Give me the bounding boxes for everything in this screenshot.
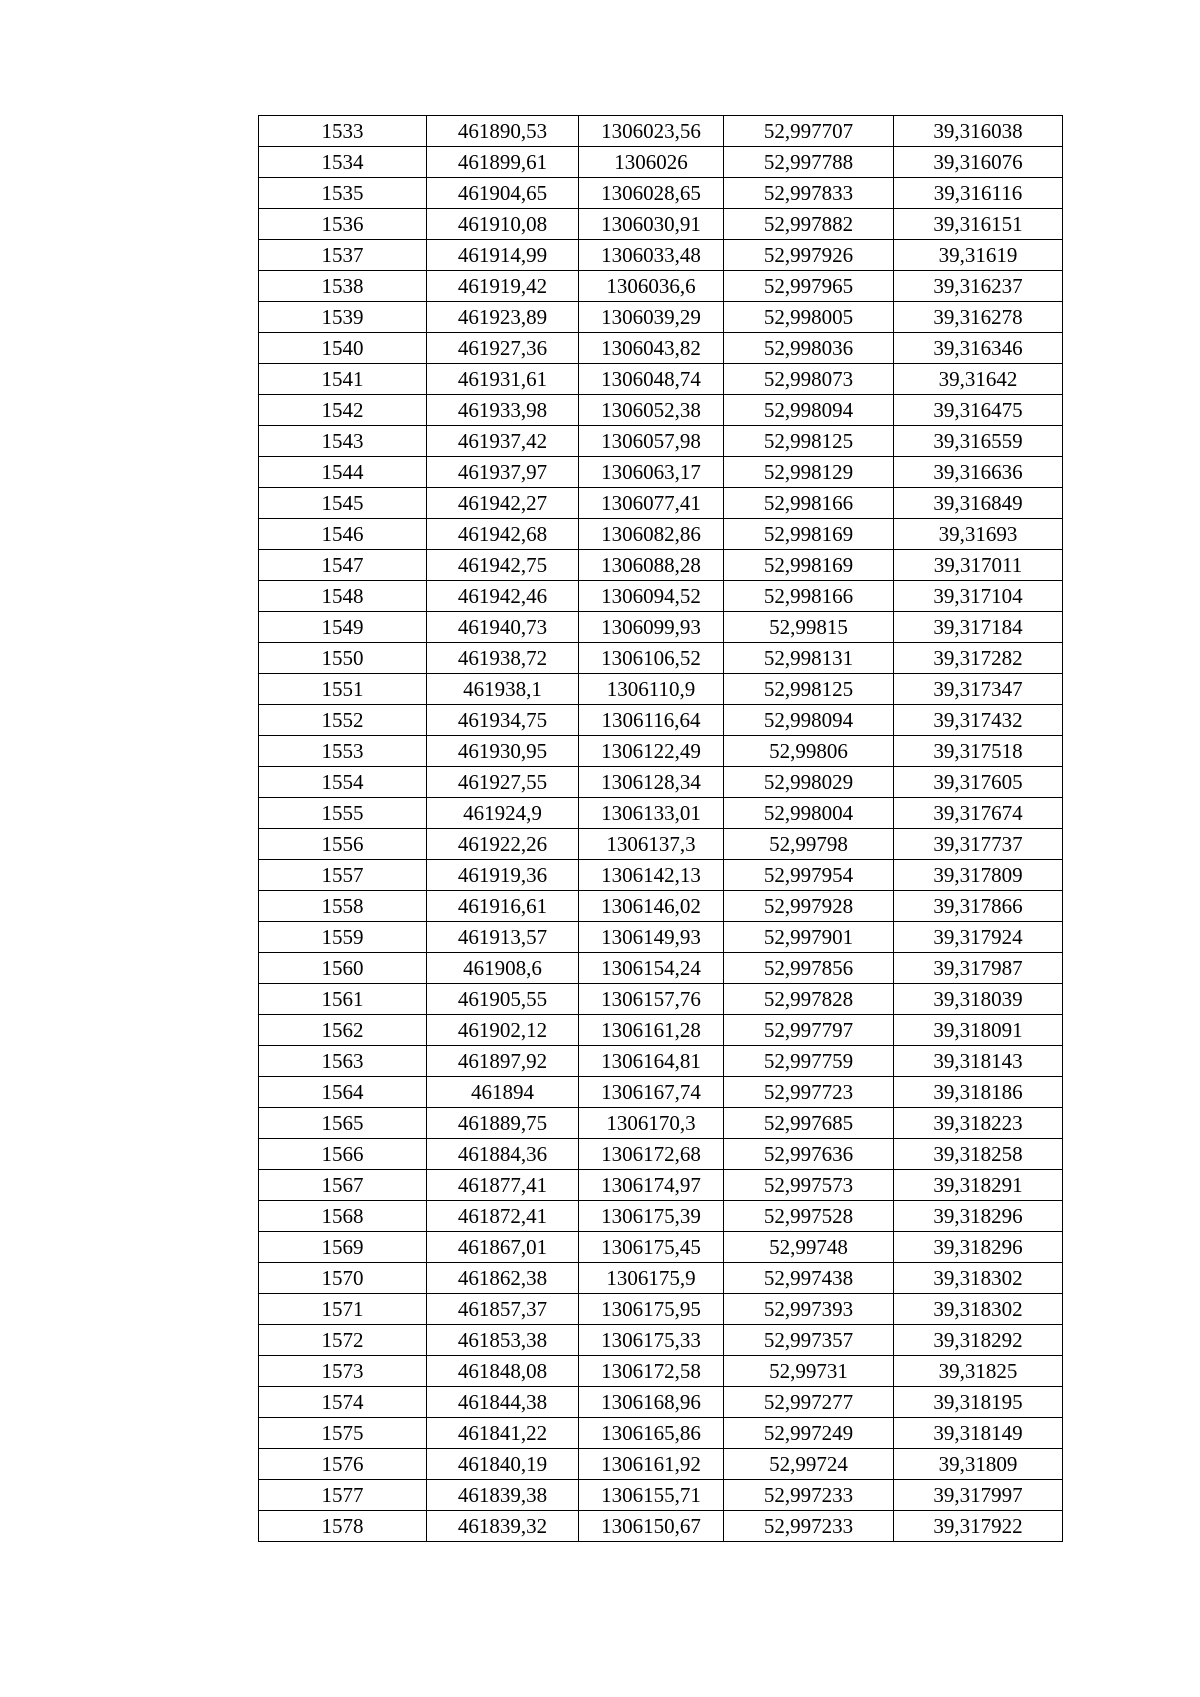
longitude-cell: 39,318292 xyxy=(894,1325,1063,1356)
table-row xyxy=(259,829,1063,860)
point-number-cell: 1546 xyxy=(259,519,427,550)
y-coordinate-cell: 1306157,76 xyxy=(579,984,724,1015)
point-number-cell: 1549 xyxy=(259,612,427,643)
longitude-cell: 39,317997 xyxy=(894,1480,1063,1511)
longitude-cell: 39,318223 xyxy=(894,1108,1063,1139)
y-coordinate-cell: 1306077,41 xyxy=(579,488,724,519)
y-coordinate-cell: 1306039,29 xyxy=(579,302,724,333)
x-coordinate-cell: 461933,98 xyxy=(427,395,579,426)
y-coordinate-cell: 1306088,28 xyxy=(579,550,724,581)
longitude-cell: 39,318296 xyxy=(894,1201,1063,1232)
y-coordinate-cell: 1306142,13 xyxy=(579,860,724,891)
longitude-cell: 39,317104 xyxy=(894,581,1063,612)
y-coordinate-cell: 1306048,74 xyxy=(579,364,724,395)
coordinates-table-container xyxy=(258,115,1062,1542)
table-row xyxy=(259,984,1063,1015)
longitude-cell: 39,316076 xyxy=(894,147,1063,178)
table-row xyxy=(259,581,1063,612)
table-row xyxy=(259,1170,1063,1201)
longitude-cell: 39,317605 xyxy=(894,767,1063,798)
y-coordinate-cell: 1306165,86 xyxy=(579,1418,724,1449)
latitude-cell: 52,998125 xyxy=(724,426,894,457)
point-number-cell: 1571 xyxy=(259,1294,427,1325)
point-number-cell: 1573 xyxy=(259,1356,427,1387)
table-row xyxy=(259,395,1063,426)
point-number-cell: 1570 xyxy=(259,1263,427,1294)
latitude-cell: 52,998004 xyxy=(724,798,894,829)
x-coordinate-cell: 461872,41 xyxy=(427,1201,579,1232)
longitude-cell: 39,317737 xyxy=(894,829,1063,860)
table-row xyxy=(259,271,1063,302)
longitude-cell: 39,31642 xyxy=(894,364,1063,395)
point-number-cell: 1552 xyxy=(259,705,427,736)
longitude-cell: 39,317282 xyxy=(894,643,1063,674)
y-coordinate-cell: 1306149,93 xyxy=(579,922,724,953)
longitude-cell: 39,318296 xyxy=(894,1232,1063,1263)
longitude-cell: 39,318186 xyxy=(894,1077,1063,1108)
point-number-cell: 1534 xyxy=(259,147,427,178)
table-row xyxy=(259,643,1063,674)
point-number-cell: 1558 xyxy=(259,891,427,922)
latitude-cell: 52,99815 xyxy=(724,612,894,643)
point-number-cell: 1564 xyxy=(259,1077,427,1108)
longitude-cell: 39,316038 xyxy=(894,116,1063,147)
point-number-cell: 1538 xyxy=(259,271,427,302)
latitude-cell: 52,997723 xyxy=(724,1077,894,1108)
latitude-cell: 52,997928 xyxy=(724,891,894,922)
x-coordinate-cell: 461927,36 xyxy=(427,333,579,364)
latitude-cell: 52,997882 xyxy=(724,209,894,240)
latitude-cell: 52,99798 xyxy=(724,829,894,860)
latitude-cell: 52,997357 xyxy=(724,1325,894,1356)
y-coordinate-cell: 1306164,81 xyxy=(579,1046,724,1077)
latitude-cell: 52,998036 xyxy=(724,333,894,364)
x-coordinate-cell: 461908,6 xyxy=(427,953,579,984)
point-number-cell: 1550 xyxy=(259,643,427,674)
table-body xyxy=(259,116,1063,1542)
table-row xyxy=(259,1294,1063,1325)
y-coordinate-cell: 1306175,95 xyxy=(579,1294,724,1325)
longitude-cell: 39,318149 xyxy=(894,1418,1063,1449)
x-coordinate-cell: 461899,61 xyxy=(427,147,579,178)
latitude-cell: 52,997707 xyxy=(724,116,894,147)
point-number-cell: 1547 xyxy=(259,550,427,581)
latitude-cell: 52,998073 xyxy=(724,364,894,395)
table-row xyxy=(259,1480,1063,1511)
table-row xyxy=(259,1418,1063,1449)
table-row xyxy=(259,209,1063,240)
x-coordinate-cell: 461916,61 xyxy=(427,891,579,922)
longitude-cell: 39,317809 xyxy=(894,860,1063,891)
y-coordinate-cell: 1306161,92 xyxy=(579,1449,724,1480)
longitude-cell: 39,316475 xyxy=(894,395,1063,426)
point-number-cell: 1562 xyxy=(259,1015,427,1046)
point-number-cell: 1560 xyxy=(259,953,427,984)
x-coordinate-cell: 461897,92 xyxy=(427,1046,579,1077)
point-number-cell: 1535 xyxy=(259,178,427,209)
longitude-cell: 39,317184 xyxy=(894,612,1063,643)
x-coordinate-cell: 461930,95 xyxy=(427,736,579,767)
table-row xyxy=(259,705,1063,736)
x-coordinate-cell: 461889,75 xyxy=(427,1108,579,1139)
y-coordinate-cell: 1306174,97 xyxy=(579,1170,724,1201)
y-coordinate-cell: 1306036,6 xyxy=(579,271,724,302)
latitude-cell: 52,998029 xyxy=(724,767,894,798)
y-coordinate-cell: 1306155,71 xyxy=(579,1480,724,1511)
longitude-cell: 39,317922 xyxy=(894,1511,1063,1542)
point-number-cell: 1572 xyxy=(259,1325,427,1356)
y-coordinate-cell: 1306033,48 xyxy=(579,240,724,271)
latitude-cell: 52,998005 xyxy=(724,302,894,333)
table-row xyxy=(259,767,1063,798)
longitude-cell: 39,318195 xyxy=(894,1387,1063,1418)
y-coordinate-cell: 1306043,82 xyxy=(579,333,724,364)
y-coordinate-cell: 1306172,58 xyxy=(579,1356,724,1387)
table-row xyxy=(259,1015,1063,1046)
y-coordinate-cell: 1306030,91 xyxy=(579,209,724,240)
x-coordinate-cell: 461931,61 xyxy=(427,364,579,395)
longitude-cell: 39,317866 xyxy=(894,891,1063,922)
y-coordinate-cell: 1306110,9 xyxy=(579,674,724,705)
latitude-cell: 52,997685 xyxy=(724,1108,894,1139)
longitude-cell: 39,317347 xyxy=(894,674,1063,705)
longitude-cell: 39,318302 xyxy=(894,1294,1063,1325)
table-row xyxy=(259,302,1063,333)
latitude-cell: 52,997277 xyxy=(724,1387,894,1418)
table-row xyxy=(259,333,1063,364)
table-row xyxy=(259,1139,1063,1170)
x-coordinate-cell: 461910,08 xyxy=(427,209,579,240)
x-coordinate-cell: 461862,38 xyxy=(427,1263,579,1294)
point-number-cell: 1569 xyxy=(259,1232,427,1263)
y-coordinate-cell: 1306175,39 xyxy=(579,1201,724,1232)
point-number-cell: 1551 xyxy=(259,674,427,705)
point-number-cell: 1563 xyxy=(259,1046,427,1077)
latitude-cell: 52,997438 xyxy=(724,1263,894,1294)
longitude-cell: 39,316636 xyxy=(894,457,1063,488)
y-coordinate-cell: 1306175,33 xyxy=(579,1325,724,1356)
point-number-cell: 1540 xyxy=(259,333,427,364)
table-row xyxy=(259,891,1063,922)
y-coordinate-cell: 1306172,68 xyxy=(579,1139,724,1170)
longitude-cell: 39,318039 xyxy=(894,984,1063,1015)
point-number-cell: 1577 xyxy=(259,1480,427,1511)
table-row xyxy=(259,674,1063,705)
longitude-cell: 39,317674 xyxy=(894,798,1063,829)
latitude-cell: 52,99731 xyxy=(724,1356,894,1387)
latitude-cell: 52,997965 xyxy=(724,271,894,302)
table-row xyxy=(259,1449,1063,1480)
latitude-cell: 52,997393 xyxy=(724,1294,894,1325)
latitude-cell: 52,997233 xyxy=(724,1511,894,1542)
table-row xyxy=(259,612,1063,643)
latitude-cell: 52,997833 xyxy=(724,178,894,209)
x-coordinate-cell: 461904,65 xyxy=(427,178,579,209)
latitude-cell: 52,997788 xyxy=(724,147,894,178)
latitude-cell: 52,998125 xyxy=(724,674,894,705)
longitude-cell: 39,318091 xyxy=(894,1015,1063,1046)
table-row xyxy=(259,1046,1063,1077)
x-coordinate-cell: 461934,75 xyxy=(427,705,579,736)
latitude-cell: 52,998129 xyxy=(724,457,894,488)
y-coordinate-cell: 1306122,49 xyxy=(579,736,724,767)
longitude-cell: 39,316278 xyxy=(894,302,1063,333)
x-coordinate-cell: 461938,1 xyxy=(427,674,579,705)
x-coordinate-cell: 461913,57 xyxy=(427,922,579,953)
y-coordinate-cell: 1306175,9 xyxy=(579,1263,724,1294)
latitude-cell: 52,997954 xyxy=(724,860,894,891)
longitude-cell: 39,31825 xyxy=(894,1356,1063,1387)
latitude-cell: 52,99748 xyxy=(724,1232,894,1263)
latitude-cell: 52,99806 xyxy=(724,736,894,767)
y-coordinate-cell: 1306137,3 xyxy=(579,829,724,860)
latitude-cell: 52,998169 xyxy=(724,519,894,550)
x-coordinate-cell: 461922,26 xyxy=(427,829,579,860)
point-number-cell: 1539 xyxy=(259,302,427,333)
table-row xyxy=(259,1263,1063,1294)
point-number-cell: 1574 xyxy=(259,1387,427,1418)
latitude-cell: 52,997926 xyxy=(724,240,894,271)
y-coordinate-cell: 1306167,74 xyxy=(579,1077,724,1108)
x-coordinate-cell: 461919,42 xyxy=(427,271,579,302)
table-row xyxy=(259,922,1063,953)
x-coordinate-cell: 461894 xyxy=(427,1077,579,1108)
point-number-cell: 1537 xyxy=(259,240,427,271)
longitude-cell: 39,316346 xyxy=(894,333,1063,364)
latitude-cell: 52,997828 xyxy=(724,984,894,1015)
x-coordinate-cell: 461844,38 xyxy=(427,1387,579,1418)
y-coordinate-cell: 1306146,02 xyxy=(579,891,724,922)
table-row xyxy=(259,240,1063,271)
longitude-cell: 39,318302 xyxy=(894,1263,1063,1294)
y-coordinate-cell: 1306150,67 xyxy=(579,1511,724,1542)
latitude-cell: 52,997901 xyxy=(724,922,894,953)
latitude-cell: 52,997636 xyxy=(724,1139,894,1170)
x-coordinate-cell: 461839,38 xyxy=(427,1480,579,1511)
table-row xyxy=(259,1108,1063,1139)
y-coordinate-cell: 1306026 xyxy=(579,147,724,178)
latitude-cell: 52,998169 xyxy=(724,550,894,581)
longitude-cell: 39,318258 xyxy=(894,1139,1063,1170)
y-coordinate-cell: 1306052,38 xyxy=(579,395,724,426)
latitude-cell: 52,997856 xyxy=(724,953,894,984)
point-number-cell: 1568 xyxy=(259,1201,427,1232)
longitude-cell: 39,31693 xyxy=(894,519,1063,550)
table-row xyxy=(259,1387,1063,1418)
x-coordinate-cell: 461937,97 xyxy=(427,457,579,488)
x-coordinate-cell: 461942,75 xyxy=(427,550,579,581)
x-coordinate-cell: 461839,32 xyxy=(427,1511,579,1542)
y-coordinate-cell: 1306175,45 xyxy=(579,1232,724,1263)
longitude-cell: 39,317987 xyxy=(894,953,1063,984)
y-coordinate-cell: 1306168,96 xyxy=(579,1387,724,1418)
x-coordinate-cell: 461942,46 xyxy=(427,581,579,612)
x-coordinate-cell: 461857,37 xyxy=(427,1294,579,1325)
latitude-cell: 52,998094 xyxy=(724,395,894,426)
x-coordinate-cell: 461890,53 xyxy=(427,116,579,147)
table-row xyxy=(259,519,1063,550)
longitude-cell: 39,316849 xyxy=(894,488,1063,519)
y-coordinate-cell: 1306094,52 xyxy=(579,581,724,612)
table-row xyxy=(259,178,1063,209)
point-number-cell: 1565 xyxy=(259,1108,427,1139)
latitude-cell: 52,997233 xyxy=(724,1480,894,1511)
longitude-cell: 39,316237 xyxy=(894,271,1063,302)
point-number-cell: 1536 xyxy=(259,209,427,240)
longitude-cell: 39,317432 xyxy=(894,705,1063,736)
table-row xyxy=(259,1077,1063,1108)
point-number-cell: 1543 xyxy=(259,426,427,457)
longitude-cell: 39,316559 xyxy=(894,426,1063,457)
y-coordinate-cell: 1306082,86 xyxy=(579,519,724,550)
x-coordinate-cell: 461884,36 xyxy=(427,1139,579,1170)
point-number-cell: 1542 xyxy=(259,395,427,426)
x-coordinate-cell: 461942,27 xyxy=(427,488,579,519)
x-coordinate-cell: 461914,99 xyxy=(427,240,579,271)
point-number-cell: 1533 xyxy=(259,116,427,147)
table-row xyxy=(259,116,1063,147)
longitude-cell: 39,31619 xyxy=(894,240,1063,271)
table-row xyxy=(259,1232,1063,1263)
point-number-cell: 1561 xyxy=(259,984,427,1015)
y-coordinate-cell: 1306170,3 xyxy=(579,1108,724,1139)
x-coordinate-cell: 461937,42 xyxy=(427,426,579,457)
latitude-cell: 52,998166 xyxy=(724,581,894,612)
x-coordinate-cell: 461902,12 xyxy=(427,1015,579,1046)
x-coordinate-cell: 461923,89 xyxy=(427,302,579,333)
latitude-cell: 52,99724 xyxy=(724,1449,894,1480)
x-coordinate-cell: 461840,19 xyxy=(427,1449,579,1480)
longitude-cell: 39,316151 xyxy=(894,209,1063,240)
point-number-cell: 1545 xyxy=(259,488,427,519)
x-coordinate-cell: 461853,38 xyxy=(427,1325,579,1356)
point-number-cell: 1554 xyxy=(259,767,427,798)
longitude-cell: 39,318143 xyxy=(894,1046,1063,1077)
coordinates-table xyxy=(258,115,1063,1542)
y-coordinate-cell: 1306128,34 xyxy=(579,767,724,798)
longitude-cell: 39,317011 xyxy=(894,550,1063,581)
x-coordinate-cell: 461940,73 xyxy=(427,612,579,643)
y-coordinate-cell: 1306116,64 xyxy=(579,705,724,736)
table-row xyxy=(259,860,1063,891)
latitude-cell: 52,997249 xyxy=(724,1418,894,1449)
table-row xyxy=(259,1511,1063,1542)
latitude-cell: 52,997528 xyxy=(724,1201,894,1232)
table-row xyxy=(259,798,1063,829)
latitude-cell: 52,998094 xyxy=(724,705,894,736)
y-coordinate-cell: 1306028,65 xyxy=(579,178,724,209)
point-number-cell: 1576 xyxy=(259,1449,427,1480)
x-coordinate-cell: 461905,55 xyxy=(427,984,579,1015)
point-number-cell: 1575 xyxy=(259,1418,427,1449)
point-number-cell: 1556 xyxy=(259,829,427,860)
longitude-cell: 39,317518 xyxy=(894,736,1063,767)
point-number-cell: 1548 xyxy=(259,581,427,612)
x-coordinate-cell: 461919,36 xyxy=(427,860,579,891)
table-row xyxy=(259,457,1063,488)
latitude-cell: 52,998131 xyxy=(724,643,894,674)
x-coordinate-cell: 461942,68 xyxy=(427,519,579,550)
table-row xyxy=(259,426,1063,457)
x-coordinate-cell: 461841,22 xyxy=(427,1418,579,1449)
x-coordinate-cell: 461877,41 xyxy=(427,1170,579,1201)
point-number-cell: 1557 xyxy=(259,860,427,891)
x-coordinate-cell: 461938,72 xyxy=(427,643,579,674)
table-row xyxy=(259,550,1063,581)
point-number-cell: 1555 xyxy=(259,798,427,829)
table-row xyxy=(259,488,1063,519)
y-coordinate-cell: 1306133,01 xyxy=(579,798,724,829)
table-row xyxy=(259,953,1063,984)
y-coordinate-cell: 1306023,56 xyxy=(579,116,724,147)
table-row xyxy=(259,147,1063,178)
point-number-cell: 1578 xyxy=(259,1511,427,1542)
y-coordinate-cell: 1306161,28 xyxy=(579,1015,724,1046)
x-coordinate-cell: 461924,9 xyxy=(427,798,579,829)
longitude-cell: 39,318291 xyxy=(894,1170,1063,1201)
longitude-cell: 39,31809 xyxy=(894,1449,1063,1480)
table-row xyxy=(259,364,1063,395)
x-coordinate-cell: 461867,01 xyxy=(427,1232,579,1263)
latitude-cell: 52,997797 xyxy=(724,1015,894,1046)
x-coordinate-cell: 461848,08 xyxy=(427,1356,579,1387)
table-row xyxy=(259,1356,1063,1387)
y-coordinate-cell: 1306057,98 xyxy=(579,426,724,457)
y-coordinate-cell: 1306106,52 xyxy=(579,643,724,674)
point-number-cell: 1541 xyxy=(259,364,427,395)
point-number-cell: 1567 xyxy=(259,1170,427,1201)
y-coordinate-cell: 1306154,24 xyxy=(579,953,724,984)
y-coordinate-cell: 1306063,17 xyxy=(579,457,724,488)
point-number-cell: 1544 xyxy=(259,457,427,488)
latitude-cell: 52,998166 xyxy=(724,488,894,519)
point-number-cell: 1553 xyxy=(259,736,427,767)
longitude-cell: 39,317924 xyxy=(894,922,1063,953)
table-row xyxy=(259,736,1063,767)
latitude-cell: 52,997759 xyxy=(724,1046,894,1077)
point-number-cell: 1559 xyxy=(259,922,427,953)
table-row xyxy=(259,1325,1063,1356)
point-number-cell: 1566 xyxy=(259,1139,427,1170)
table-row xyxy=(259,1201,1063,1232)
x-coordinate-cell: 461927,55 xyxy=(427,767,579,798)
longitude-cell: 39,316116 xyxy=(894,178,1063,209)
latitude-cell: 52,997573 xyxy=(724,1170,894,1201)
y-coordinate-cell: 1306099,93 xyxy=(579,612,724,643)
